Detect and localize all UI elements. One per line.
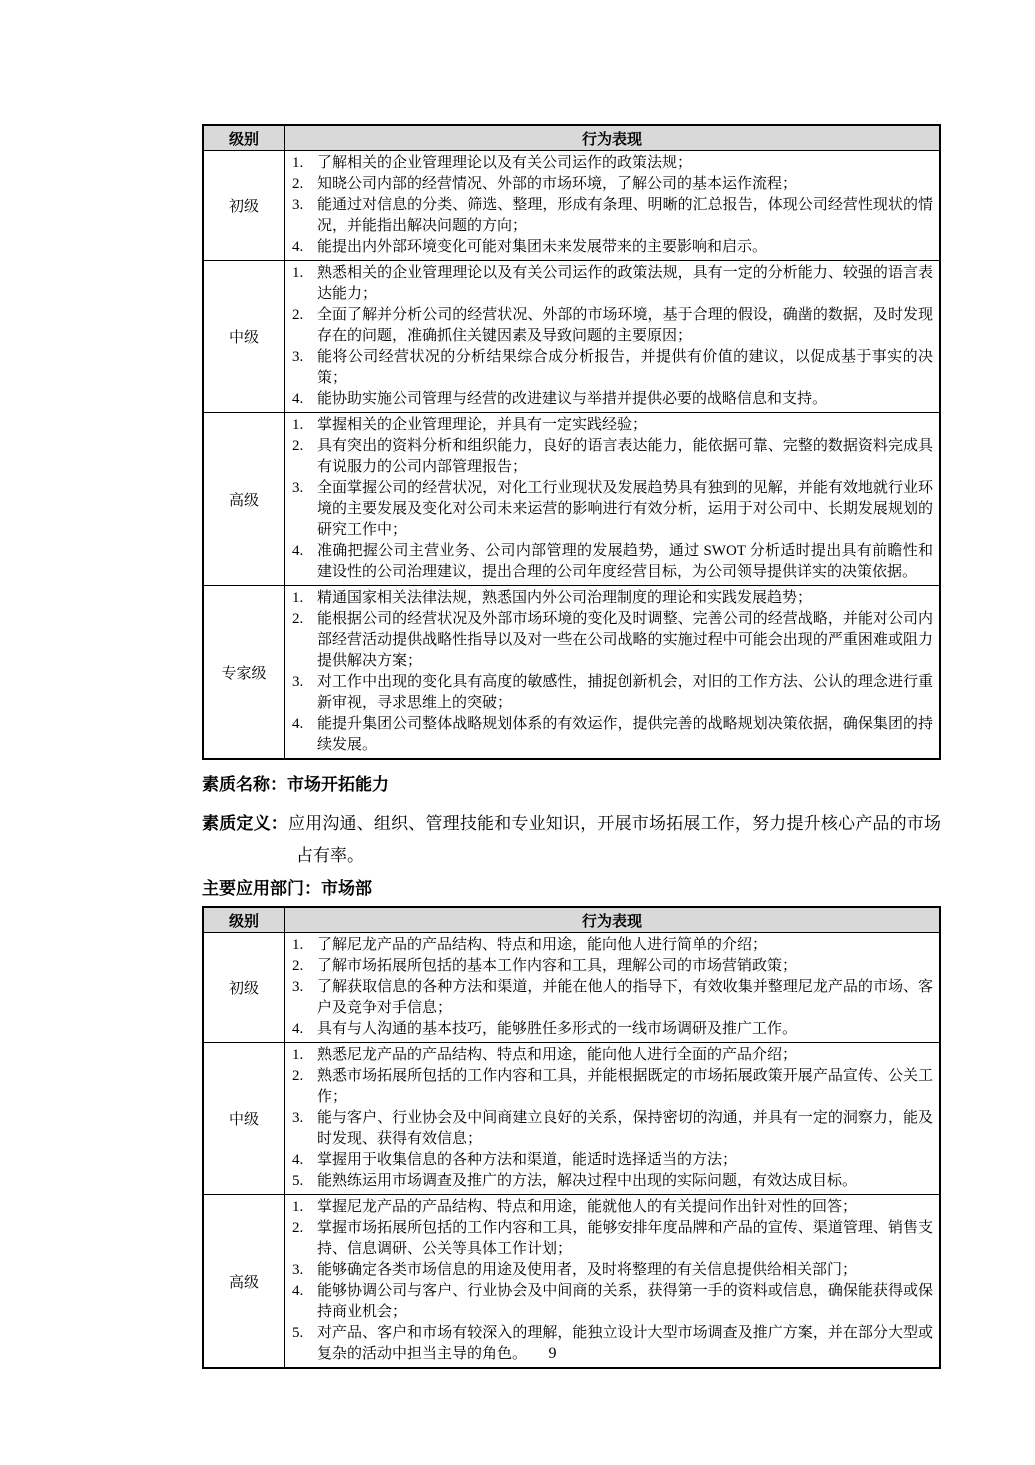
behavior-item: 能与客户、行业协会及中间商建立良好的关系，保持密切的沟通，并具有一定的洞察力，能及时发现、获得有效信息； <box>317 1110 933 1147</box>
behavior-list <box>285 586 939 758</box>
header-behavior: 行为表现 <box>285 907 941 933</box>
header-level: 级别 <box>203 907 285 933</box>
behavior-item: 能通过对信息的分类、筛选、整理，形成有条理、明晰的汇总报告，体现公司经营性现状的情况，并能指出解决问题的方向； <box>317 197 933 234</box>
behavior-item: 掌握尼龙产品的产品结构、特点和用途，能就他人的有关提问作出针对性的回答； <box>317 1199 858 1215</box>
behavior-item: 能将公司经营状况的分析结果综合成分析报告，并提供有价值的建议，以促成基于事实的决策； <box>317 349 933 386</box>
page-number: 9 <box>548 1345 557 1362</box>
behavior-list <box>285 261 939 412</box>
behavior-item: 熟悉尼龙产品的产品结构、特点和用途，能向他人进行全面的产品介绍； <box>317 1047 798 1063</box>
table-row <box>203 586 940 760</box>
behavior-item: 了解尼龙产品的产品结构、特点和用途，能向他人进行简单的介绍； <box>317 937 768 953</box>
behavior-item: 能协助实施公司管理与经营的改进建议与举措并提供必要的战略信息和支持。 <box>317 391 828 407</box>
level-label: 初级 <box>203 151 285 261</box>
behavior-item: 具有与人沟通的基本技巧，能够胜任多形式的一线市场调研及推广工作。 <box>317 1021 798 1037</box>
behavior-cell <box>285 933 941 1043</box>
competency-table-market <box>202 906 941 1369</box>
behavior-item: 全面了解并分析公司的经营状况、外部的市场环境，基于合理的假设，确凿的数据，及时发现存在的问题，准确抓住关键因素及导致问题的主要原因； <box>317 307 933 344</box>
table-row <box>203 413 940 586</box>
competency-name-label: 素质名称： <box>202 775 287 794</box>
competency-intro <box>202 773 941 901</box>
level-label: 中级 <box>203 261 285 413</box>
level-label: 高级 <box>203 413 285 586</box>
behavior-cell <box>285 1043 941 1195</box>
level-label: 初级 <box>203 933 285 1043</box>
behavior-cell <box>285 261 941 413</box>
competency-definition-label: 素质定义： <box>202 814 288 833</box>
table-row <box>203 933 940 1043</box>
behavior-item: 掌握相关的企业管理理论，并具有一定实践经验； <box>317 417 648 433</box>
behavior-item: 能提出内外部环境变化可能对集团未来发展带来的主要影响和启示。 <box>317 239 768 255</box>
table-row <box>203 1043 940 1195</box>
table-row <box>203 261 940 413</box>
behavior-item: 能根据公司的经营状况及外部市场环境的变化及时调整、完善公司的经营战略，并能对公司内部经营活动提供战略性指导以及对一些在公司战略的实施过程中可能会出现的严重困难或阻力提供解决方案； <box>317 611 933 669</box>
behavior-item: 能够确定各类市场信息的用途及使用者，及时将整理的有关信息提供给相关部门； <box>317 1262 858 1278</box>
behavior-item: 能提升集团公司整体战略规划体系的有效运作，提供完善的战略规划决策依据，确保集团的持续发展。 <box>317 716 933 753</box>
behavior-item: 掌握用于收集信息的各种方法和渠道，能适时选择适当的方法； <box>317 1152 738 1168</box>
behavior-item: 熟悉市场拓展所包括的工作内容和工具，并能根据既定的市场拓展政策开展产品宣传、公关工作； <box>317 1068 933 1105</box>
level-label: 高级 <box>203 1195 285 1369</box>
behavior-cell <box>285 1195 941 1369</box>
table-row <box>203 151 940 261</box>
behavior-item: 精通国家相关法律法规，熟悉国内外公司治理制度的理论和实践发展趋势； <box>317 590 813 606</box>
behavior-list <box>285 151 939 260</box>
department-line: 主要应用部门：市场部 <box>202 879 372 898</box>
header-level: 级别 <box>203 125 285 151</box>
behavior-list <box>285 1195 939 1367</box>
behavior-item: 具有突出的资料分析和组织能力，良好的语言表达能力，能依据可靠、完整的数据资料完成具有说服力的公司内部管理报告； <box>317 438 933 475</box>
behavior-list <box>285 1043 939 1194</box>
table-row <box>203 1195 940 1369</box>
behavior-item: 了解获取信息的各种方法和渠道，并能在他人的指导下，有效收集并整理尼龙产品的市场、客户及竞争对手信息； <box>317 979 933 1016</box>
behavior-item: 知晓公司内部的经营情况、外部的市场环境，了解公司的基本运作流程； <box>317 176 798 192</box>
behavior-item: 准确把握公司主营业务、公司内部管理的发展趋势，通过 SWOT 分析适时提出具有前瞻性和建设性的公司治理建议，提出合理的公司年度经营目标，为公司领导提供详实的决策依据。 <box>317 543 933 580</box>
header-behavior: 行为表现 <box>285 125 941 151</box>
competency-definition-line <box>202 808 941 872</box>
table-header-row <box>203 125 940 151</box>
behavior-list <box>285 413 939 585</box>
competency-definition-text: 应用沟通、组织、管理技能和专业知识，开展市场拓展工作，努力提升核心产品的市场占有率。 <box>287 814 941 865</box>
behavior-list <box>285 933 939 1042</box>
behavior-item: 对工作中出现的变化具有高度的敏感性，捕捉创新机会，对旧的工作方法、公认的理念进行重新审视，寻求思维上的突破； <box>317 674 933 711</box>
level-label: 专家级 <box>203 586 285 760</box>
behavior-item: 全面掌握公司的经营状况，对化工行业现状及发展趋势具有独到的见解，并能有效地就行业环境的主要发展及变化对公司未来运营的影响进行有效分析，运用于对公司中、长期发展规划的研究工作中； <box>317 480 933 538</box>
behavior-item: 能够协调公司与客户、行业协会及中间商的关系，获得第一手的资料或信息，确保能获得或保持商业机会； <box>317 1283 933 1320</box>
behavior-item: 掌握市场拓展所包括的工作内容和工具，能够安排年度品牌和产品的宣传、渠道管理、销售支持、信息调研、公关等具体工作计划； <box>317 1220 933 1257</box>
behavior-cell <box>285 586 941 760</box>
competency-name-value: 市场开拓能力 <box>287 775 389 794</box>
behavior-item: 了解相关的企业管理理论以及有关公司运作的政策法规； <box>317 155 693 171</box>
behavior-item: 了解市场拓展所包括的基本工作内容和工具，理解公司的市场营销政策； <box>317 958 798 974</box>
page-content <box>202 124 941 1369</box>
behavior-item: 熟悉相关的企业管理理论以及有关公司运作的政策法规，具有一定的分析能力、较强的语言表达能力； <box>317 265 933 302</box>
behavior-cell <box>285 151 941 261</box>
competency-table-strategy <box>202 124 941 760</box>
behavior-item: 对产品、客户和市场有较深入的理解，能独立设计大型市场调查及推广方案，并在部分大型或复杂的活动中担当主导的角色。 <box>317 1325 933 1362</box>
level-label: 中级 <box>203 1043 285 1195</box>
table-header-row <box>203 907 940 933</box>
competency-name-line <box>202 773 941 797</box>
behavior-cell <box>285 413 941 586</box>
behavior-item: 能熟练运用市场调查及推广的方法，解决过程中出现的实际问题，有效达成目标。 <box>317 1173 858 1189</box>
